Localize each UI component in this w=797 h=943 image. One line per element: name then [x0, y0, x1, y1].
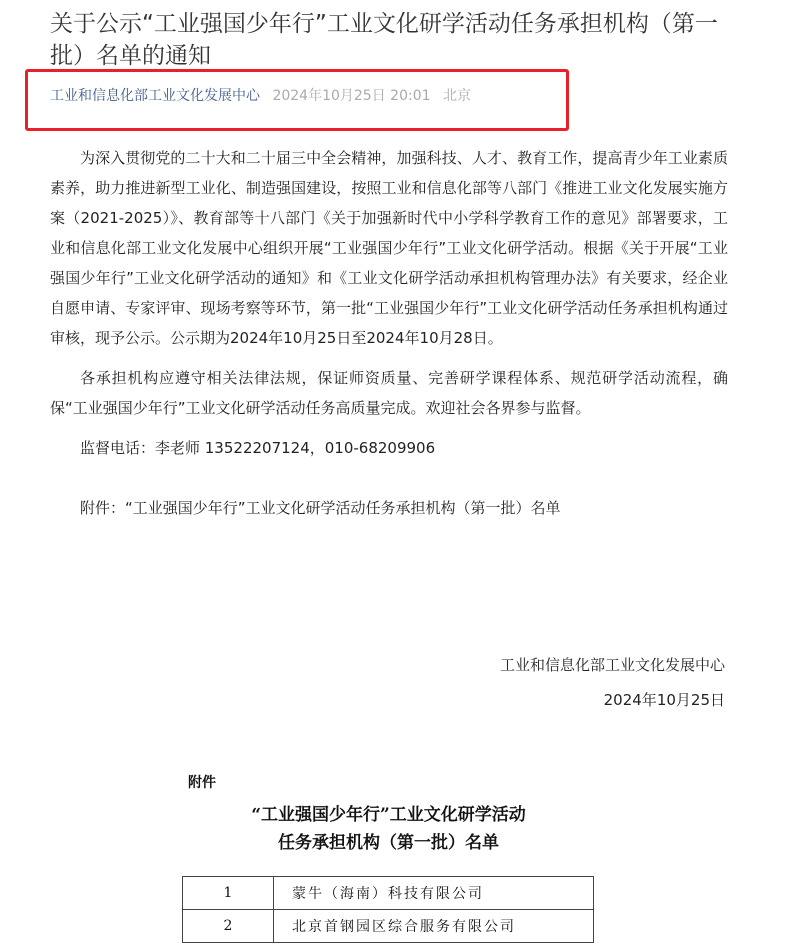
signature-org: 工业和信息化部工业文化发展中心 — [499, 656, 725, 674]
body-paragraph-2: 各承担机构应遵守相关法律法规，保证师资质量、完善研学课程体系、规范研学活动流程，确保“工业强国少年行”工业文化研学活动任务高质量完成。欢迎社会各界参与监督。 — [50, 369, 728, 417]
table-row — [183, 877, 594, 910]
attachment-note: 附件：“工业强国少年行”工业文化研学活动任务承担机构（第一批）名单 — [80, 499, 561, 517]
article-body — [50, 143, 728, 523]
org-name: 蒙牛（海南）科技有限公司 — [274, 877, 594, 910]
org-name: 北京首钢园区综合服务有限公司 — [274, 910, 594, 943]
signature-date: 2024年10月25日 — [603, 691, 725, 709]
annex-title-line2: 任务承担机构（第一批）名单 — [278, 833, 499, 853]
annex-label: 附件 — [188, 775, 216, 791]
annex-table — [182, 876, 594, 943]
highlight-box — [25, 69, 569, 131]
source-link[interactable]: 工业和信息化部工业文化发展中心 — [50, 88, 260, 104]
publish-date: 2024年10月25日 20:01 — [272, 88, 431, 104]
annex-title-line1: “工业强国少年行”工业文化研学活动 — [251, 805, 526, 825]
row-number: 2 — [183, 910, 274, 943]
table-row — [183, 910, 594, 943]
row-number: 1 — [183, 877, 274, 910]
supervision-phone: 监督电话：李老师 13522207124，010-68209906 — [80, 439, 436, 457]
publish-location: 北京 — [442, 88, 471, 104]
article-title: 关于公示“工业强国少年行”工业文化研学活动任务承担机构（第一批）名单的通知 — [50, 11, 718, 69]
body-paragraph-1: 为深入贯彻党的二十大和二十届三中全会精神，加强科技、人才、教育工作，提高青少年工业素质素养，助力推进新型工业化、制造强国建设，按照工业和信息化部等八部门《推进工业文化发展实施方案（2021-2025）》、教育部等十八部门《关于加强新时代中小学科学教育工作的意见》部署要求，工业和信息化部工业文化发展中心组织开展“工业强国少年行”工业文化研学活动。根据《关于开展“工业强国少年行”工业文化研学活动的通知》和《工业文化研学活动承担机构管理办法》有关要求，经企业自愿申请、专家评审、现场考察等环节，第一批“工业强国少年行”工业文化研学活动任务承担机构通过审核，现予公示。公示期为2024年10月25日至2024年10月28日。 — [50, 149, 728, 347]
